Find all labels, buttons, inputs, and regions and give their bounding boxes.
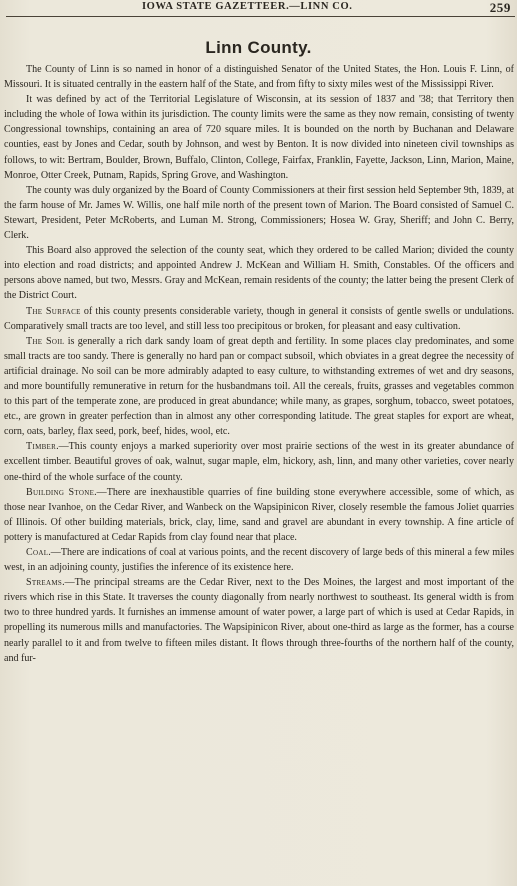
paragraph [4,545,514,575]
running-head [0,0,517,16]
page-number: 259 [489,0,511,15]
paragraph [4,92,514,183]
running-head-title: IOWA STATE GAZETTEER.—LINN CO. [142,1,353,12]
paragraph-text: is generally a rich dark sandy loam of great depth and fertility. In some places clay predominates, and some small tracts are too sandy. There is generally no hard pan or compact subsoil, which obviates in a great degree the necessity of artificial drainage. No soil can be more admirably adapted to easy culture, to withstanding extremes of wet and dry seasons, and more bountifully remunerative in return for the husbandmans toil. All the cereals, fruits, grasses and vegetables common to this part of the temperate zone, are produced in great abundance; while many, as grapes, sorghum, tobacco, sweet potatoes, etc., are grown in greater perfection than in almost any other corresponding latitude. The great staples for export are wheat, corn, oats, barley, flax seed, pork, beef, hides, wool, etc. [4,335,514,438]
paragraph [4,485,514,545]
paragraph [4,334,514,440]
section-title: Linn County. [205,38,312,57]
paragraph-text: This Board also approved the selection of the county seat, which they ordered to be called Marion; divided the county into election and road districts; and appointed Andrew J. McKean and William H. Smith, Constables. Of the officers and persons above named, but two, Messrs. Gray and McKean, remain residents of the county; the latter being the present Clerk of the District Court. [4,245,514,302]
header-rule [6,16,515,17]
paragraph [4,62,514,92]
paragraph [4,304,514,334]
paragraph [4,439,514,484]
article-body [4,62,514,666]
paragraph-text: .—There are inexhaustible quarries of fine building stone everywhere accessible, some of which, as those near Ivanhoe, on the Cedar River, and Wanbeck on the Wapsipinicon River, closely resemble the famous Joliet quarries of Illinois. Of other building materials, brick, clay, lime, sand and gravel are abundant in every township. A fine article of pottery is manufactured at Cedar Rapids from clay found near that place. [4,486,514,543]
paragraph-text: .—This county enjoys a marked superiority over most prairie sections of the west in its greater abundance of excellent timber. Beautiful groves of oak, walnut, sugar maple, elm, hickory, ash, linn, and many other varieties, cover nearly one-third of the whole surface of the county. [4,441,514,483]
paragraph-text: It was defined by act of the Territorial Legislature of Wisconsin, at its session of 1837 and '38; that Territory then including the whole of Iowa within its jurisdiction. The county limits were the same as they now remain, consisting of twenty Congressional townships, containing an area of 720 square miles. It is bounded on the north by Buchanan and Delaware counties, east by Jones and Cedar, south by Johnson, and west by Benton. It is now divided into nineteen civil townships as follows, to wit: Bertram, Boulder, Brown, Buffalo, Clinton, College, Fairfax, Franklin, Fayette, Jackson, Linn, Marion, Maine, Monroe, Otter Creek, Putnam, Rapids, Spring Grove, and Washington. [4,94,514,181]
paragraph [4,575,514,666]
paragraph-lead: Timber [26,441,57,453]
paragraph-text: of this county presents considerable variety, though in general it consists of gentle swells or undulations. Comparatively small tracts are too level, and still less too precipitous or broken, for pleasant and easy cultivation. [4,305,514,332]
paragraph-lead: The Soil [26,335,65,347]
paragraph-lead: Building Stone [26,486,95,498]
paragraph-lead: The Surface [26,305,81,317]
paragraph-text: .—There are indications of coal at various points, and the recent discovery of large beds of this mineral a few miles west, in an adjoining county, justifies the inference of its existence here. [4,547,514,574]
paragraph-text: .—The principal streams are the Cedar River, next to the Des Moines, the largest and most important of the rivers which rise in this State. It traverses the county diagonally from nearly northwest to southeast. Its general width is from two to three hundred yards. It furnishes an immense amount of water power, a large part of which is used at Cedar Rapids, in propelling its numerous mills and manufactories. The Wapsipinicon River, about one-third as large as the former, has a course nearly parallel to it and from twelve to fifteen miles distant. It flows through three-fourths of the northern half of the county, and fur- [4,577,514,664]
paragraph [4,243,514,303]
paragraph-text: The county was duly organized by the Board of County Commissioners at their first session held September 9th, 1839, at the farm house of Mr. James W. Willis, one half mile north of the present town of Marion. The Board consisted of Samuel C. Stewart, President, Peter McRoberts, and Luman M. Strong, Commissioners; Hosea W. Gray, Sheriff; and John C. Berry, Clerk. [4,184,514,242]
paragraph-text: The County of Linn is so named in honor of a distinguished Senator of the United States, the Hon. Louis F. Linn, of Missouri. It is situated centrally in the eastern half of the State, and from fifty to sixty miles west of the Mississippi River. [4,64,514,91]
paragraph-lead: Streams [26,577,63,589]
paragraph-lead: Coal [26,547,49,558]
paragraph [4,183,514,243]
